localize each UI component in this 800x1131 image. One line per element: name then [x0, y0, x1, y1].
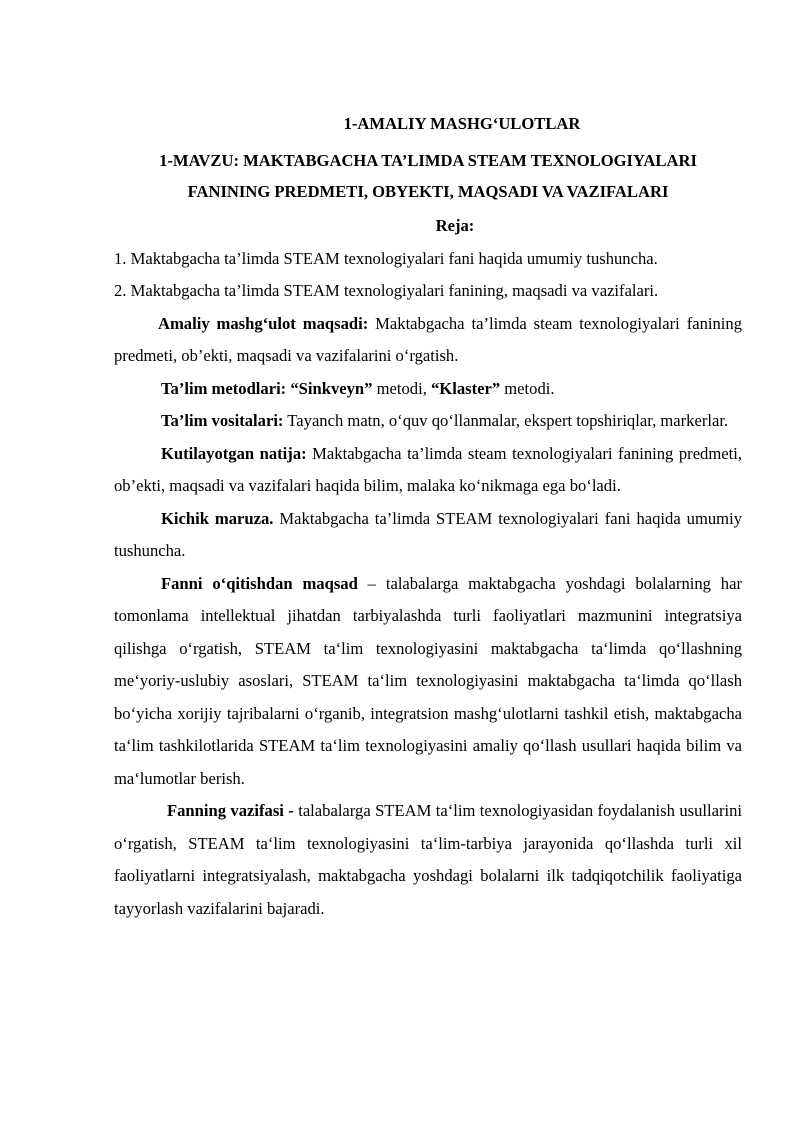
methods-label: Ta’lim metodlari:	[161, 378, 287, 398]
plan-item-1: 1. Maktabgacha ta’limda STEAM texnologiyalari fani haqida umumiy tushuncha.	[114, 248, 658, 268]
expected-result-text: Maktabgacha ta’limda steam texnologiyalari fanining predmeti, ob’ekti, maqsadi va vazifalari haqida bilim, malaka ko‘nikmaga ega bo‘ladi.	[114, 443, 742, 495]
method-2-suffix: metodi.	[500, 378, 555, 398]
method-sinkveyn: “Sinkveyn”	[290, 378, 373, 398]
topic-heading-line-1: 1-MAVZU: MAKTABGACHA TA’LIMDA STEAM TEXNOLOGIYALARI	[159, 150, 697, 170]
expected-result-label: Kutilayotgan natija:	[161, 443, 307, 463]
tasks-label: Fanning vazifasi -	[167, 801, 294, 820]
tools-text: Tayanch matn, o‘quv qo‘llanmalar, ekspert topshiriqlar, markerlar.	[283, 411, 729, 430]
lecture-label: Kichik maruza.	[161, 508, 274, 528]
method-1-suffix: metodi,	[372, 378, 431, 398]
document-title: 1-AMALIY MASHG‘ULOTLAR	[343, 114, 581, 133]
purpose-paragraph	[114, 568, 742, 796]
tools-label: Ta’lim vositalari:	[161, 411, 284, 430]
document-page	[114, 108, 742, 925]
methods-paragraph	[114, 373, 742, 406]
goal-paragraph	[114, 308, 742, 373]
lecture-text: Maktabgacha ta’limda STEAM texnologiyalari fani haqida umumiy tushuncha.	[114, 508, 742, 560]
goal-label: Amaliy mashg‘ulot maqsadi:	[158, 313, 369, 333]
plan-item-2: 2. Maktabgacha ta’limda STEAM texnologiyalari fanining, maqsadi va vazifalari.	[114, 281, 659, 300]
purpose-label: Fanni o‘qitishdan maqsad	[161, 573, 358, 593]
tools-paragraph	[114, 405, 742, 438]
method-klaster: “Klaster”	[431, 378, 501, 398]
lecture-paragraph	[114, 503, 742, 568]
tasks-text: talabalarga STEAM ta‘lim texnologiyasidan foydalanish usullarini o‘rgatish, STEAM ta‘lim texnologiyasini ta‘lim-tarbiya jarayonida qo‘llashda turli xil faoliyatlarni integratsiyalash, maktabgacha yoshdagi bolalarni ilk tadqiqotchilik faoliyatiga tayyorlash vazifalarini bajaradi.	[114, 801, 743, 918]
topic-heading-line-2: FANINING PREDMETI, OBYEKTI, MAQSADI VA VAZIFALARI	[187, 182, 669, 201]
expected-result-paragraph	[114, 438, 742, 503]
purpose-text: – talabalarga maktabgacha yoshdagi bolalarning har tomonlama intellektual jihatdan tarbiyalashda turli faoliyatlari mazmunini integratsiya qilishga o‘rgatish, STEAM ta‘lim texnologiyasini maktabgacha ta‘limda qo‘llashning me‘yoriy-uslubiy asoslari, STEAM ta‘lim texnologiyasini maktabgacha ta‘limda qo‘llash bo‘yicha xorijiy tajribalarni o‘rganib, integratsion mashg‘ulotlarni tashkil etish, maktabgacha ta‘lim tashkilotlarida STEAM ta‘lim texnologiyasini amaliy qo‘llash usullari haqida bilim va ma‘lumotlar berish.	[114, 573, 742, 788]
goal-text: Maktabgacha ta’limda steam texnologiyalari fanining predmeti, ob’ekti, maqsadi va vazifalarini o‘rgatish.	[114, 313, 742, 365]
plan-heading: Reja:	[435, 215, 475, 235]
tasks-paragraph	[114, 795, 742, 925]
